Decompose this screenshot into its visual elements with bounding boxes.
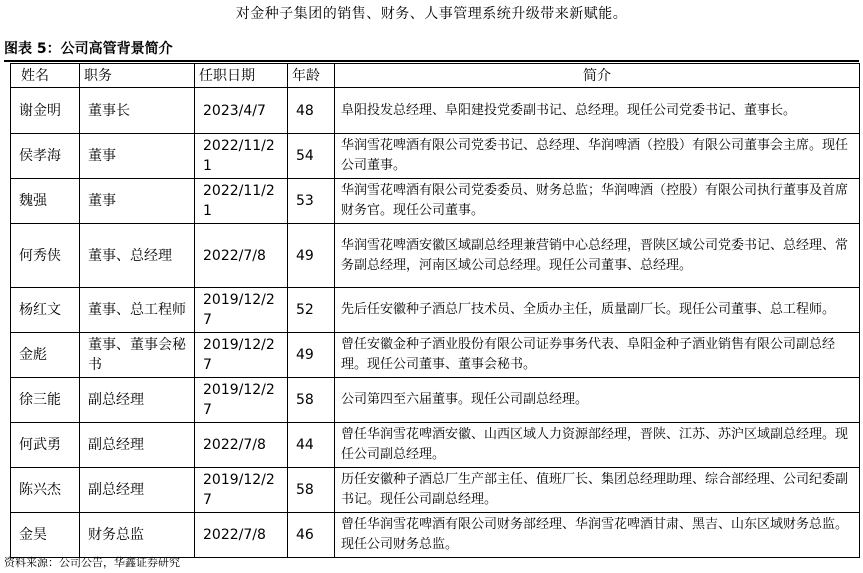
intro-text: 对金种子集团的销售、财务、人事管理系统升级带来新赋能。 [235,6,628,22]
cell-name: 金彪 [11,333,80,378]
cell-age: 58 [288,378,335,423]
cell-role: 董事长 [80,88,195,134]
cell-bio: 华润雪花啤酒有限公司党委委员、财务总监；华润啤酒（控股）有限公司执行董事及首席财务官。现任公司董事。 [335,179,860,224]
cell-role: 董事、总工程师 [80,288,195,333]
cell-name: 何武勇 [11,423,80,468]
table-row [11,423,860,468]
cell-role: 董事 [80,134,195,179]
cell-age: 44 [288,423,335,468]
cell-role: 董事、总经理 [80,224,195,288]
cell-date: 2019/12/27 [195,333,288,378]
cell-bio: 阜阳投发总经理、阜阳建投党委副书记、总经理。现任公司党委书记、董事长。 [335,88,860,134]
cell-age: 49 [288,224,335,288]
cell-bio: 华润雪花啤酒有限公司党委书记、总经理、华润啤酒（控股）有限公司董事会主席。现任公司董事。 [335,134,860,179]
cell-bio: 曾任安徽金种子酒业股份有限公司证券事务代表、阜阳金种子酒业销售有限公司副总经理。现任公司董事、董事会秘书。 [335,333,860,378]
cell-age: 52 [288,288,335,333]
header-bio: 简介 [335,64,860,88]
source-note: 资料来源：公司公告，华鑫证券研究 [4,556,180,569]
header-role: 职务 [80,64,195,88]
cell-name: 金昊 [11,513,80,558]
cell-role: 副总经理 [80,378,195,423]
table-row [11,88,860,134]
cell-bio: 历任安徽种子酒总厂生产部主任、值班厂长、集团总经理助理、综合部经理、公司纪委副书记。现任公司副总经理。 [335,468,860,513]
cell-date: 2022/7/8 [195,224,288,288]
cell-bio: 曾任华润雪花啤酒有限公司财务部经理、华润雪花啤酒甘肃、黑吉、山东区域财务总监。现任公司财务总监。 [335,513,860,558]
cell-age: 58 [288,468,335,513]
cell-role: 副总经理 [80,423,195,468]
table-row [11,378,860,423]
executive-table [10,63,860,558]
cell-age: 54 [288,134,335,179]
cell-date: 2019/12/27 [195,378,288,423]
cell-bio: 先后任安徽种子酒总厂技术员、全质办主任，质量副厂长。现任公司董事、总工程师。 [335,288,860,333]
table-row [11,333,860,378]
table-row [11,288,860,333]
caption-divider [4,60,859,62]
cell-bio: 华润雪花啤酒安徽区域副总经理兼营销中心总经理，晋陕区域公司党委书记、总经理、常务副总经理，河南区域公司总经理。现任公司董事、总经理。 [335,224,860,288]
cell-name: 谢金明 [11,88,80,134]
cell-bio: 公司第四至六届董事。现任公司副总经理。 [335,378,860,423]
cell-date: 2022/11/21 [195,179,288,224]
cell-date: 2022/7/8 [195,423,288,468]
cell-name: 侯孝海 [11,134,80,179]
cell-role: 副总经理 [80,468,195,513]
cell-age: 49 [288,333,335,378]
cell-date: 2019/12/27 [195,288,288,333]
cell-bio: 曾任华润雪花啤酒安徽、山西区域人力资源部经理，晋陕、江苏、苏沪区域副总经理。现任公司副总经理。 [335,423,860,468]
table-row [11,513,860,558]
header-date: 任职日期 [195,64,288,88]
cell-name: 陈兴杰 [11,468,80,513]
cell-name: 何秀侠 [11,224,80,288]
table-row [11,134,860,179]
table-row [11,468,860,513]
table-caption: 图表 5：公司高管背景简介 [4,41,173,57]
table-header-row [11,64,860,88]
cell-age: 53 [288,179,335,224]
cell-role: 董事、董事会秘书 [80,333,195,378]
header-name: 姓名 [11,64,80,88]
cell-date: 2022/11/21 [195,134,288,179]
cell-role: 董事 [80,179,195,224]
cell-date: 2023/4/7 [195,88,288,134]
header-age: 年龄 [288,64,335,88]
cell-name: 徐三能 [11,378,80,423]
cell-date: 2022/7/8 [195,513,288,558]
cell-role: 财务总监 [80,513,195,558]
table-row [11,224,860,288]
cell-date: 2019/12/27 [195,468,288,513]
cell-age: 46 [288,513,335,558]
table-row [11,179,860,224]
cell-age: 48 [288,88,335,134]
cell-name: 魏强 [11,179,80,224]
cell-name: 杨红文 [11,288,80,333]
